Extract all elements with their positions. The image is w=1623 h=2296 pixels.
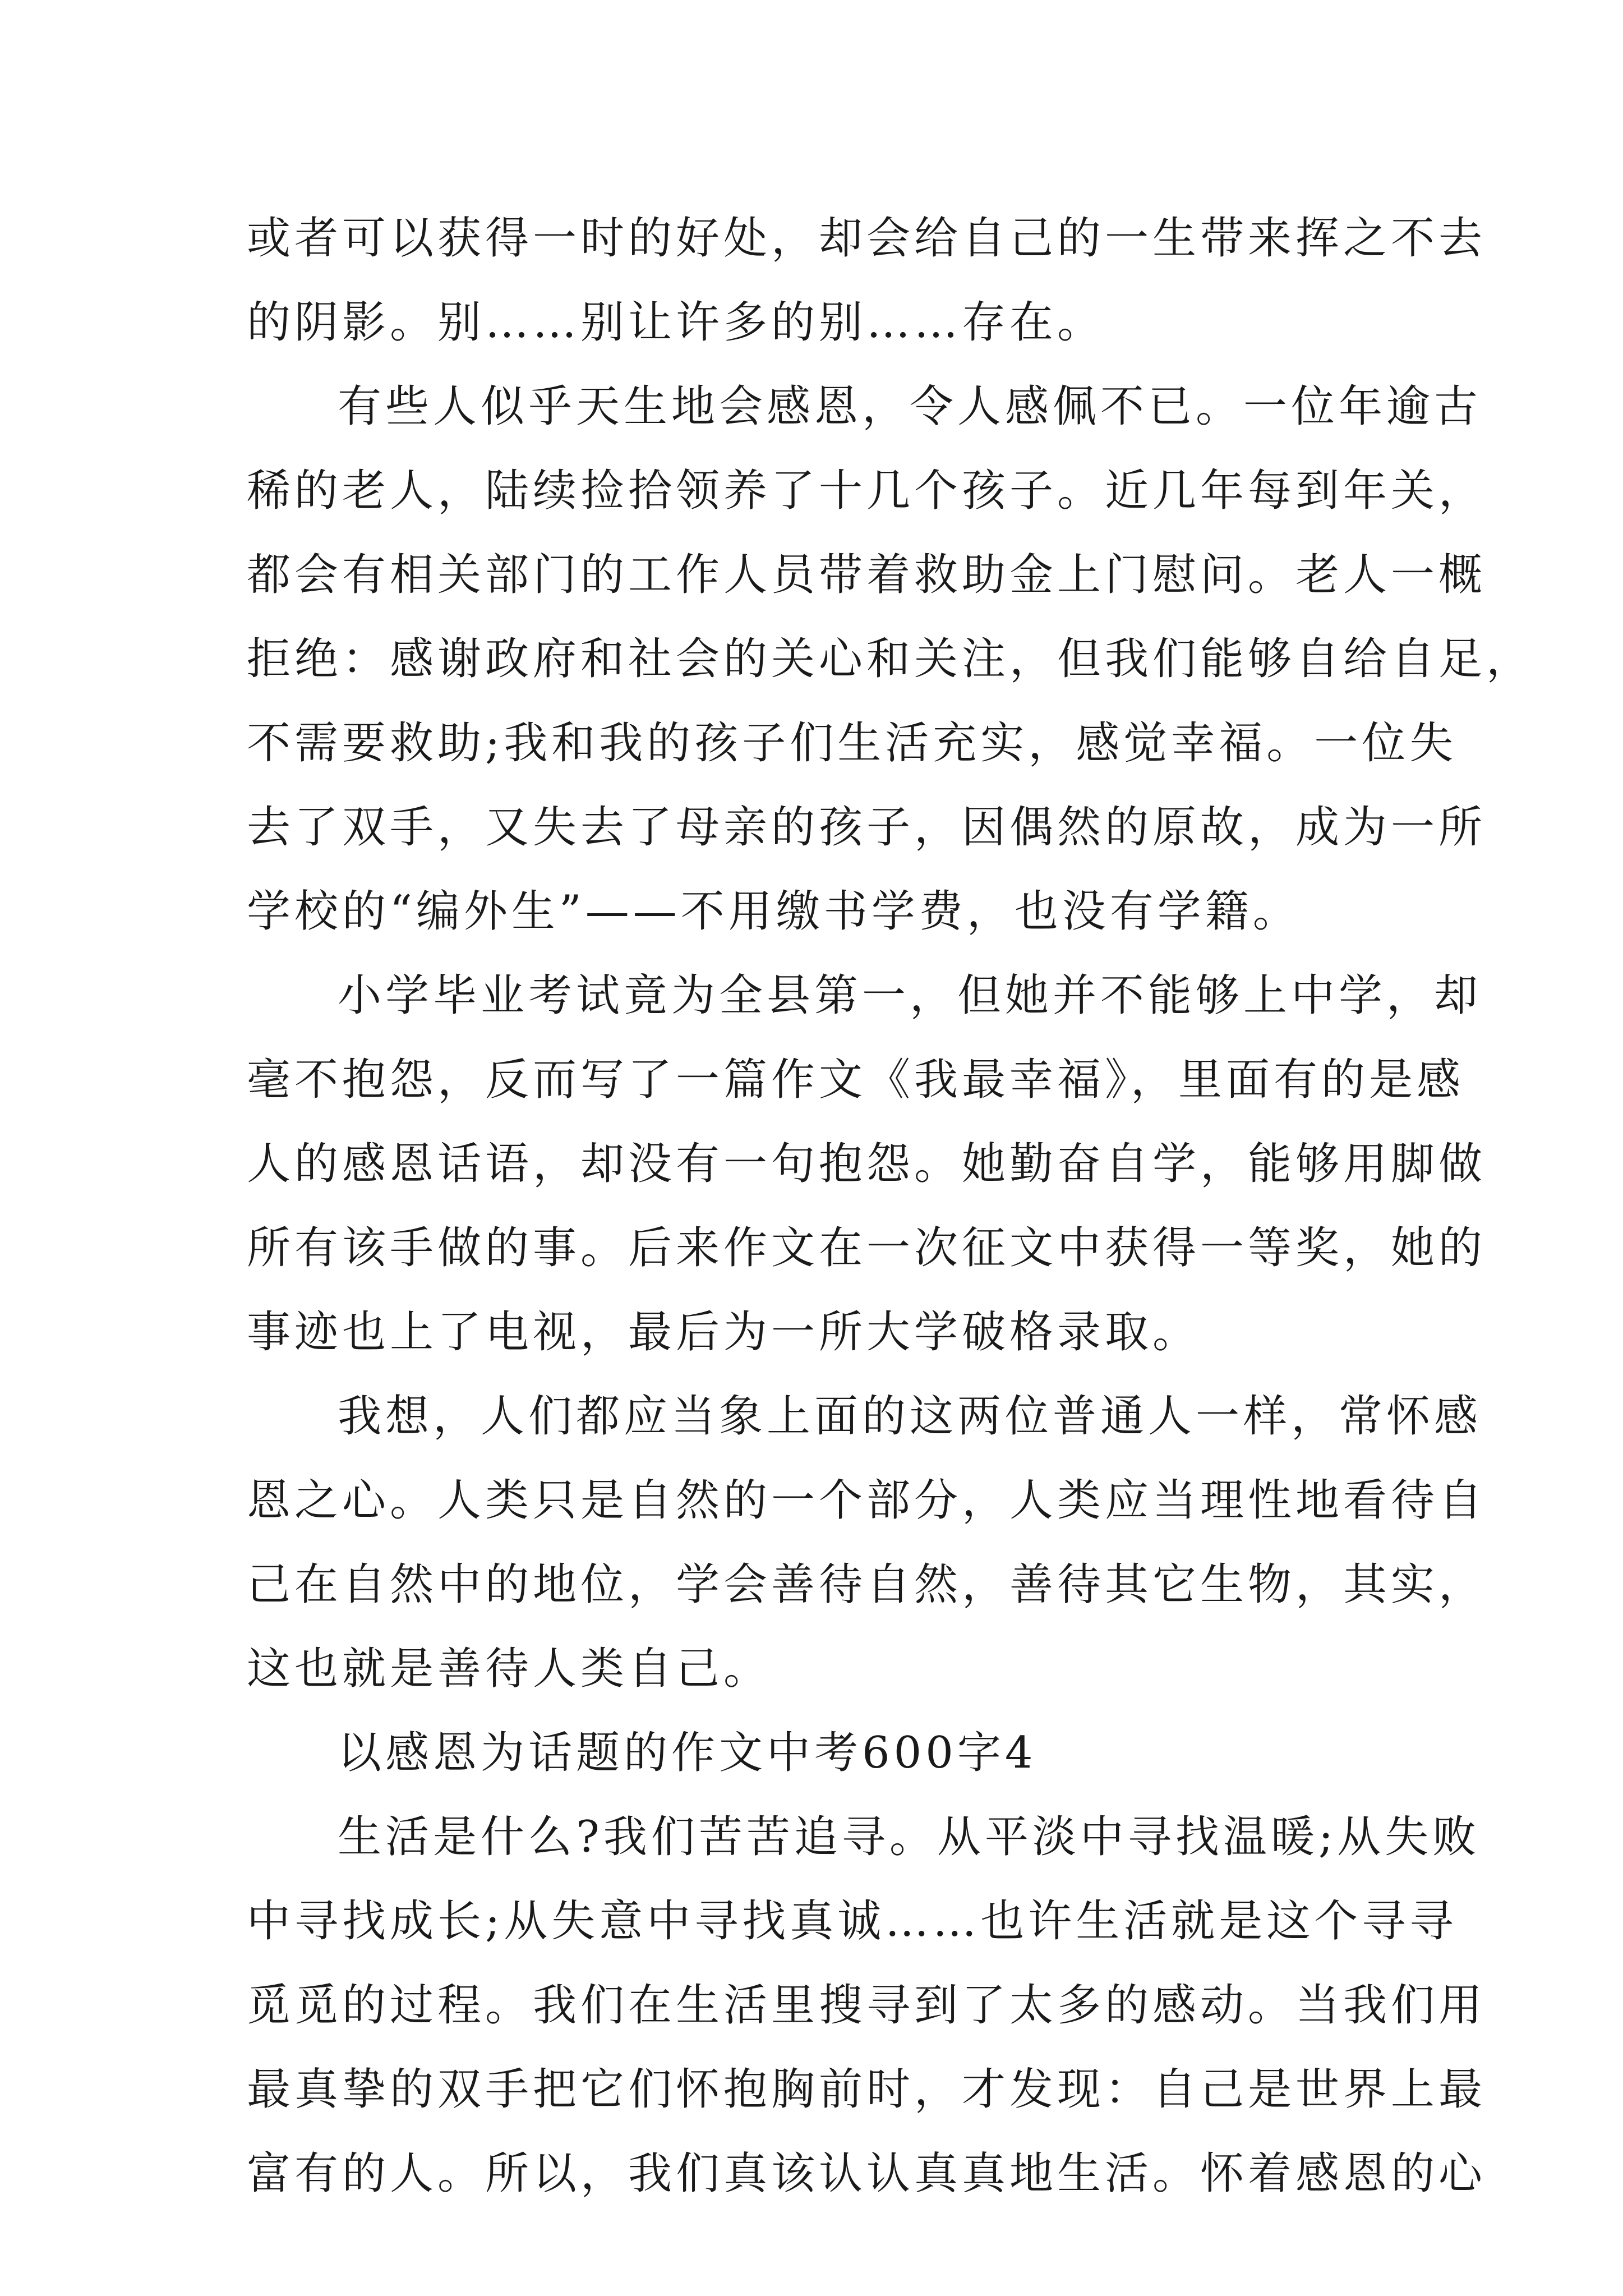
paragraph-start-line: 我想，人们都应当象上面的这两位普通人一样，常怀感 xyxy=(338,1391,1482,1442)
text-line: 富有的人。所以，我们真该认认真真地生活。怀着感恩的心 xyxy=(247,2148,1487,2199)
text-line: 学校的“编外生”——不用缴书学费，也没有学籍。 xyxy=(247,886,1301,937)
paragraph-start-line: 小学毕业考试竟为全县第一，但她并不能够上中学，却 xyxy=(338,970,1482,1021)
paragraph-start-line: 有些人似乎天生地会感恩，令人感佩不已。一位年逾古 xyxy=(338,381,1482,432)
text-line: 或者可以获得一时的好处，却会给自己的一生带来挥之不去 xyxy=(247,213,1487,264)
text-line: 都会有相关部门的工作人员带着救助金上门慰问。老人一概 xyxy=(247,550,1487,600)
section-heading: 以感恩为话题的作文中考600字4 xyxy=(338,1728,1037,1778)
body-text xyxy=(247,196,1534,2216)
text-line: 恩之心。人类只是自然的一个部分，人类应当理性地看待自 xyxy=(247,1475,1487,1526)
text-line: 的阴影。别……别让许多的别……存在。 xyxy=(247,297,1105,348)
text-line: 事迹也上了电视，最后为一所大学破格录取。 xyxy=(247,1307,1201,1358)
text-line: 拒绝：感谢政府和社会的关心和关注，但我们能够自给自足， xyxy=(247,634,1534,684)
text-line: 觅觅的过程。我们在生活里搜寻到了太多的感动。当我们用 xyxy=(247,1980,1487,2031)
text-line: 稀的老人，陆续捡拾领养了十几个孩子。近几年每到年关， xyxy=(247,466,1487,516)
paragraph-start-line: 生活是什么?我们苦苦追寻。从平淡中寻找温暖;从失败 xyxy=(338,1812,1481,1862)
text-line: 人的感恩话语，却没有一句抱怨。她勤奋自学，能够用脚做 xyxy=(247,1139,1487,1189)
text-line: 最真挚的双手把它们怀抱胸前时，才发现：自己是世界上最 xyxy=(247,2064,1487,2115)
text-line: 去了双手，又失去了母亲的孩子，因偶然的原故，成为一所 xyxy=(247,802,1487,853)
text-line: 不需要救助;我和我的孩子们生活充实，感觉幸福。一位失 xyxy=(247,718,1458,769)
text-line: 所有该手做的事。后来作文在一次征文中获得一等奖，她的 xyxy=(247,1223,1487,1273)
text-line: 这也就是善待人类自己。 xyxy=(247,1644,772,1694)
text-line: 毫不抱怨，反而写了一篇作文《我最幸福》，里面有的是感 xyxy=(247,1055,1465,1105)
text-line: 中寻找成长;从失意中寻找真诚……也许生活就是这个寻寻 xyxy=(247,1896,1458,1947)
text-line: 己在自然中的地位，学会善待自然，善待其它生物，其实， xyxy=(247,1559,1487,1610)
